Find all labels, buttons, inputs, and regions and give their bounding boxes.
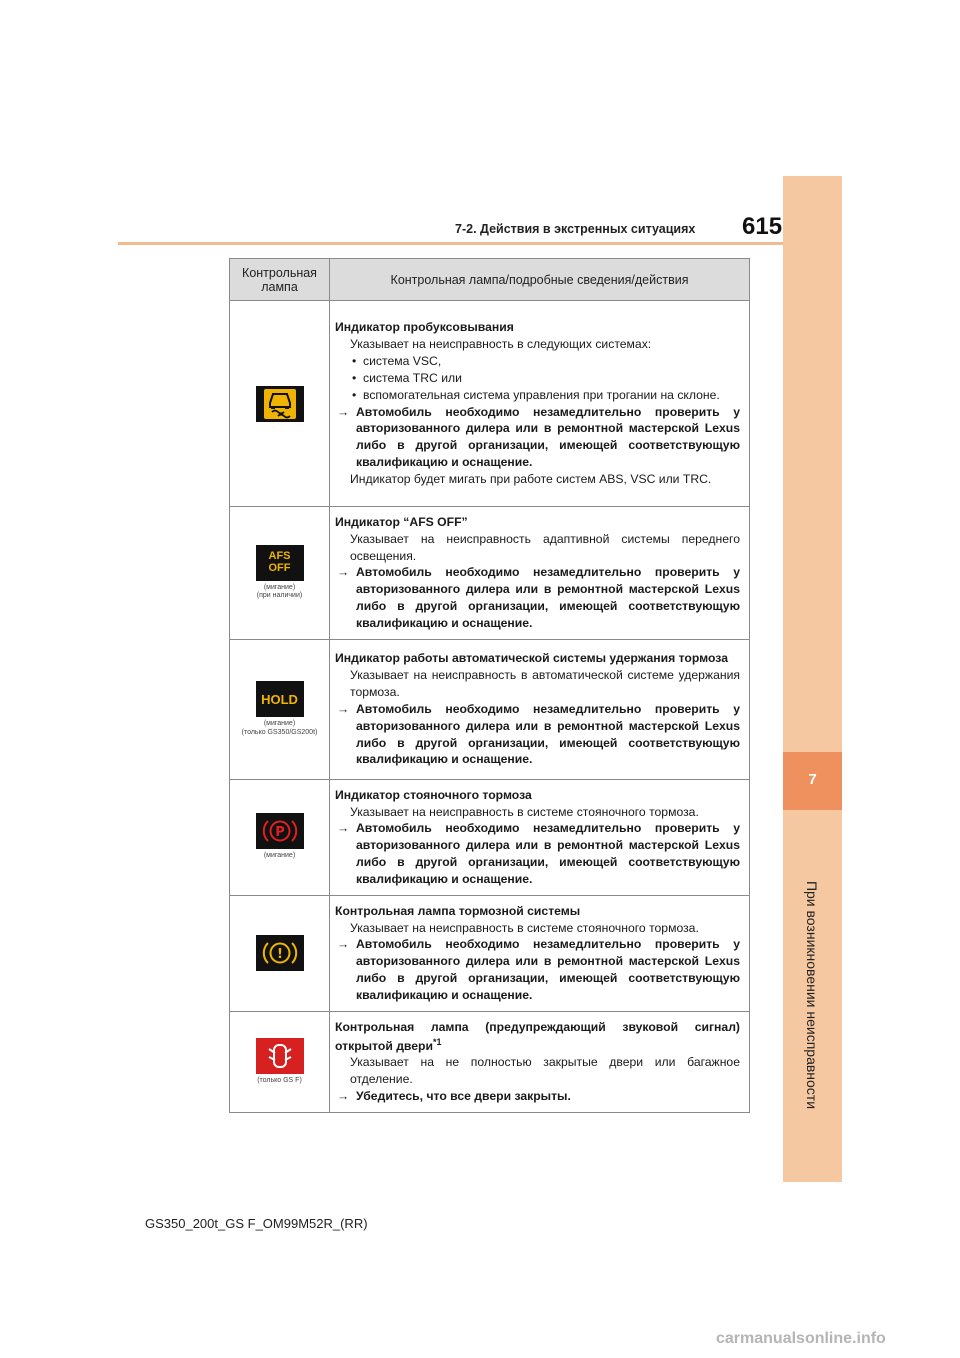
action-line	[335, 936, 740, 1003]
list-item-text: система VSC,	[363, 354, 442, 369]
svg-text:P: P	[274, 825, 285, 841]
chapter-label-container	[783, 815, 842, 1175]
table-row	[230, 301, 750, 507]
chapter-label: При возникновении неисправности	[804, 880, 821, 1110]
arrow-icon: →	[337, 701, 350, 716]
action-line	[335, 404, 740, 471]
brake-warning-icon	[256, 935, 304, 971]
afs-off-icon-line1: AFS	[268, 550, 291, 563]
row-intro: Указывает на неисправность в следующих системах:	[350, 337, 652, 352]
parking-brake-icon	[256, 813, 304, 849]
row-title: Индикатор пробуксовывания	[335, 320, 514, 335]
description-cell	[330, 301, 750, 507]
description-cell	[330, 507, 750, 640]
table-row	[230, 1011, 750, 1112]
action-text: Автомобиль необходимо незамедлительно проверить у авторизованного дилера или в ремонтной мастерской Lexus либо в другой организации, имеющей соответствующую квалификацию и оснащение.	[356, 701, 740, 767]
note-line: (мигание)	[263, 583, 296, 591]
chapter-tab	[783, 752, 842, 810]
lamp-note	[232, 584, 327, 602]
lamp-note	[232, 1077, 327, 1086]
arrow-icon: →	[337, 404, 350, 419]
row-title-text: Контрольная лампа (предупреждающий звуковой сигнал) открытой двери	[335, 1019, 740, 1053]
row-intro: Указывает на неисправность в системе стояночного тормоза.	[350, 920, 699, 935]
table-row	[230, 507, 750, 640]
page-number: 615	[742, 213, 783, 240]
arrow-icon: →	[337, 937, 350, 952]
header-lamp: Контрольная лампа	[230, 259, 330, 301]
description-cell	[330, 779, 750, 895]
afs-off-icon	[256, 545, 304, 581]
afs-off-icon-line2: OFF	[268, 561, 291, 574]
section-title: 7-2. Действия в экстренных ситуациях	[455, 222, 696, 236]
document-footer: GS350_200t_GS F_OM99M52R_(RR)	[145, 1216, 368, 1231]
description-cell	[330, 895, 750, 1011]
arrow-icon: →	[337, 565, 350, 580]
lamp-cell	[230, 1011, 330, 1112]
table-header-row	[230, 259, 750, 301]
table-row	[230, 639, 750, 779]
note-line: (мигание)	[263, 852, 296, 860]
description-cell	[330, 1011, 750, 1112]
hold-icon	[256, 681, 304, 717]
table-row	[230, 779, 750, 895]
lamp-cell	[230, 639, 330, 779]
door-open-icon	[256, 1038, 304, 1074]
note-line: (мигание)	[263, 720, 296, 728]
lamp-cell	[230, 895, 330, 1011]
row-intro: Указывает на не полностью закрытые двери или багажное отделение.	[350, 1055, 740, 1087]
action-text: Автомобиль необходимо незамедлительно проверить у авторизованного дилера или в ремонтной мастерской Lexus либо в другой организации, имеющей соответствующую квалификацию и оснащение.	[356, 565, 740, 630]
row-extra: Индикатор будет мигать при работе систем ABS, VSC или TRC.	[350, 471, 712, 486]
action-text: Убедитесь, что все двери закрыты.	[356, 1089, 571, 1104]
note-line: (только GS350/GS200t)	[241, 728, 318, 736]
warning-lamp-table	[229, 258, 750, 1113]
lamp-cell	[230, 507, 330, 640]
list-item-text: вспомогательная система управления при трогании на склоне.	[363, 387, 720, 402]
arrow-icon: →	[337, 821, 350, 836]
action-line	[335, 820, 740, 887]
description-cell	[330, 639, 750, 779]
action-text: Автомобиль необходимо незамедлительно проверить у авторизованного дилера или в ремонтной мастерской Lexus либо в другой организации, имеющей соответствующую квалификацию и оснащение.	[356, 821, 740, 886]
list-item: • вспомогательная система управления при трогании на склоне.	[335, 387, 740, 404]
hold-icon-text: HOLD	[261, 691, 298, 707]
row-title: Индикатор стояночного тормоза	[335, 787, 532, 802]
skid-indicator-icon	[256, 386, 304, 422]
action-line	[335, 701, 740, 768]
note-line: (только GS F)	[257, 1076, 302, 1084]
list-item-text: система TRC или	[363, 370, 462, 385]
arrow-icon: →	[337, 1089, 350, 1104]
row-intro: Указывает на неисправность в системе стояночного тормоза.	[350, 804, 699, 819]
table-row	[230, 895, 750, 1011]
header-rule	[118, 242, 783, 245]
action-line	[335, 1088, 740, 1105]
row-title: Контрольная лампа тормозной системы	[335, 903, 581, 918]
row-title	[335, 1019, 740, 1055]
header-details: Контрольная лампа/подробные сведения/действия	[330, 259, 750, 301]
footnote-mark: *1	[432, 1036, 442, 1047]
lamp-note	[232, 852, 327, 861]
row-title: Индикатор работы автоматической системы удержания тормоза	[335, 651, 728, 666]
lamp-note	[232, 720, 327, 738]
action-line	[335, 564, 740, 631]
note-line: (при наличии)	[256, 592, 303, 600]
row-title: Индикатор “AFS OFF”	[335, 515, 468, 529]
action-text: Автомобиль необходимо незамедлительно проверить у авторизованного дилера или в ремонтной мастерской Lexus либо в другой организации, имеющей соответствующую квалификацию и оснащение.	[356, 404, 740, 469]
list-item: • система TRC или	[335, 370, 740, 387]
svg-text:!: !	[276, 947, 283, 963]
lamp-cell	[230, 779, 330, 895]
row-intro: Указывает на неисправность в автоматической системе удержания тормоза.	[350, 668, 740, 700]
list-item: • система VSC,	[335, 353, 740, 370]
lamp-cell	[230, 301, 330, 507]
watermark: carmanualsonline.info	[716, 1330, 886, 1347]
action-text: Автомобиль необходимо незамедлительно проверить у авторизованного дилера или в ремонтной мастерской Lexus либо в другой организации, имеющей соответствующую квалификацию и оснащение.	[356, 937, 740, 1002]
chapter-number: 7	[808, 771, 817, 788]
row-intro: Указывает на неисправность адаптивной системы переднего освещения.	[350, 531, 740, 563]
